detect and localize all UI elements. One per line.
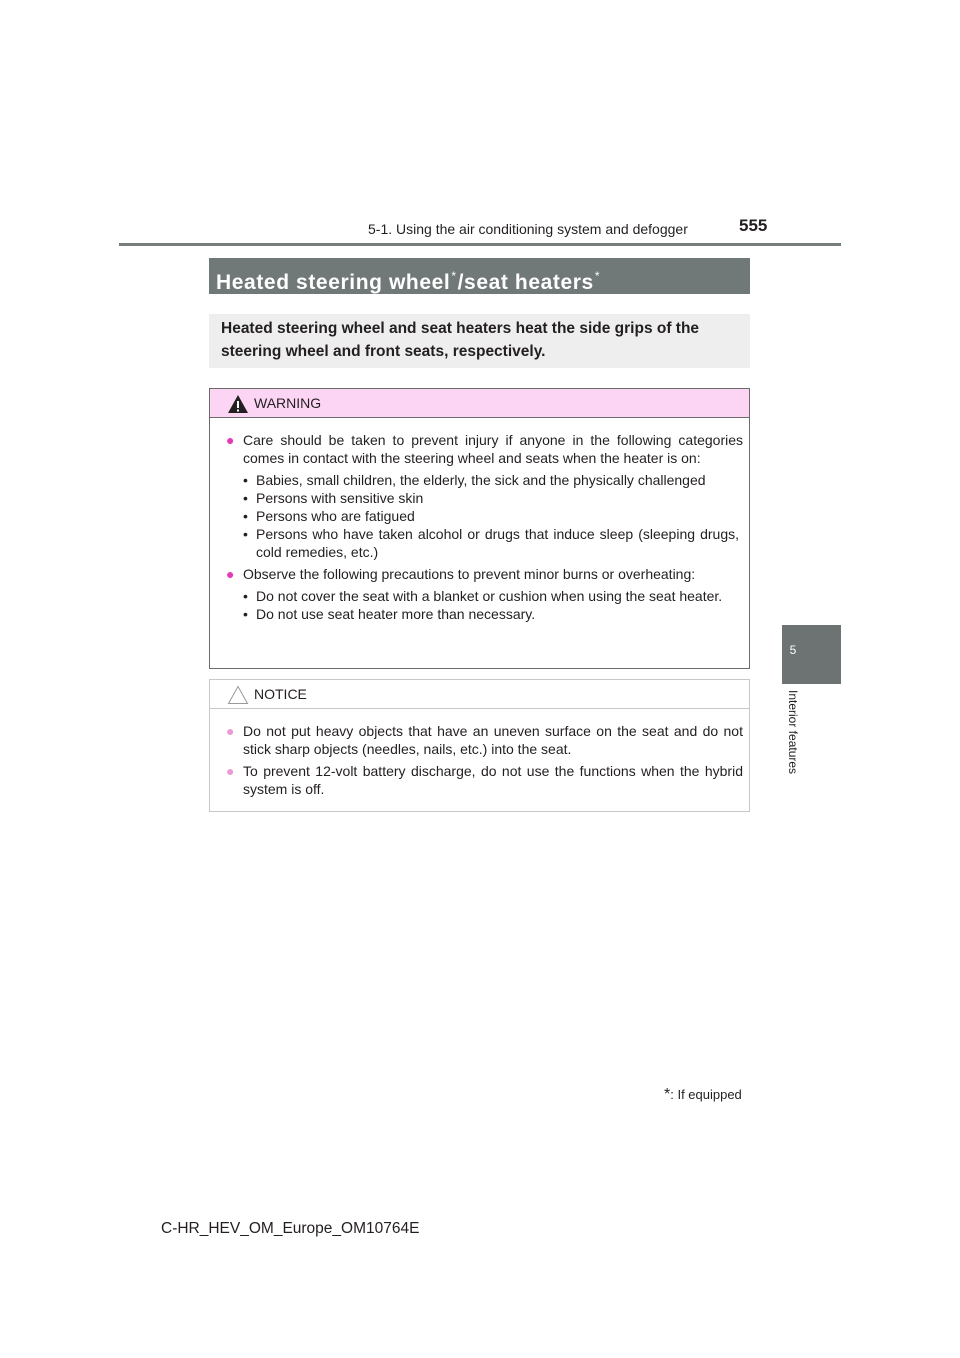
sub-bullet-icon: • <box>243 526 248 542</box>
heading-part-1: Heated steering wheel <box>216 271 451 294</box>
warning-content <box>210 418 749 623</box>
warning-sublist <box>210 471 749 561</box>
list-item <box>243 525 739 561</box>
list-item <box>243 507 739 525</box>
notice-box <box>209 679 750 812</box>
notice-content <box>210 709 749 798</box>
warning-bullet-text: Care should be taken to prevent injury if anyone in the following categories comes in contact with the steering wheel and seats when the heater is on: <box>243 432 743 466</box>
warning-bullet-text: Observe the following precautions to prevent minor burns or overheating: <box>243 566 696 582</box>
warning-triangle-icon <box>227 394 249 414</box>
caution-triangle-icon <box>227 685 249 705</box>
header-divider <box>119 243 841 246</box>
bullet-icon: ● <box>226 723 235 739</box>
footnote-text: : If equipped <box>670 1087 742 1102</box>
list-item <box>243 471 739 489</box>
page-heading <box>209 258 750 294</box>
chapter-label: Interior features <box>786 690 800 775</box>
asterisk-icon: * <box>594 269 601 283</box>
notice-bullet-text: To prevent 12-volt battery discharge, do not use the functions when the hybrid system is off. <box>243 763 743 797</box>
warning-box <box>209 388 750 669</box>
list-item-text: Do not use seat heater more than necessary. <box>256 606 536 622</box>
warning-label: WARNING <box>254 395 322 411</box>
warning-sublist <box>210 587 749 623</box>
bullet-icon: ● <box>226 432 235 448</box>
asterisk-icon: * <box>451 269 457 283</box>
list-item-text: Babies, small children, the elderly, the sick and the physically challenged <box>256 472 706 488</box>
list-item-text: Persons with sensitive skin <box>256 490 424 506</box>
asterisk-icon: * <box>664 1086 671 1103</box>
list-item <box>243 587 739 605</box>
warning-header <box>210 389 749 418</box>
notice-bullet <box>210 722 749 758</box>
bullet-icon: ● <box>226 763 235 779</box>
list-item-text: Do not cover the seat with a blanket or cushion when using the seat heater. <box>256 588 723 604</box>
list-item <box>243 605 739 623</box>
warning-bullet <box>210 431 749 467</box>
bullet-icon: ● <box>226 566 235 582</box>
sub-bullet-icon: • <box>243 606 248 622</box>
notice-bullet-text: Do not put heavy objects that have an uneven surface on the seat and do not stick sharp objects (needles, nails, etc.) into the seat. <box>243 723 743 757</box>
heading-part-2: /seat heaters <box>457 271 594 294</box>
notice-bullet <box>210 762 749 798</box>
section-title: 5-1. Using the air conditioning system and defogger <box>368 221 688 237</box>
sub-bullet-icon: • <box>243 588 248 604</box>
notice-label: NOTICE <box>254 686 307 702</box>
chapter-number: 5 <box>789 643 797 657</box>
sub-bullet-icon: • <box>243 490 248 506</box>
list-item-text: Persons who have taken alcohol or drugs that induce sleep (sleeping drugs, cold remedies, etc.) <box>256 526 739 560</box>
list-item <box>243 489 739 507</box>
document-code: C-HR_HEV_OM_Europe_OM10764E <box>161 1220 420 1237</box>
warning-bullet <box>210 565 749 583</box>
footnote <box>664 1086 742 1104</box>
page-number: 555 <box>739 216 768 235</box>
intro-summary: Heated steering wheel and seat heaters heat the side grips of the steering wheel and front seats, respectively. <box>209 314 750 368</box>
sub-bullet-icon: • <box>243 472 248 488</box>
sub-bullet-icon: • <box>243 508 248 524</box>
list-item-text: Persons who are fatigued <box>256 508 415 524</box>
notice-header <box>210 680 749 709</box>
